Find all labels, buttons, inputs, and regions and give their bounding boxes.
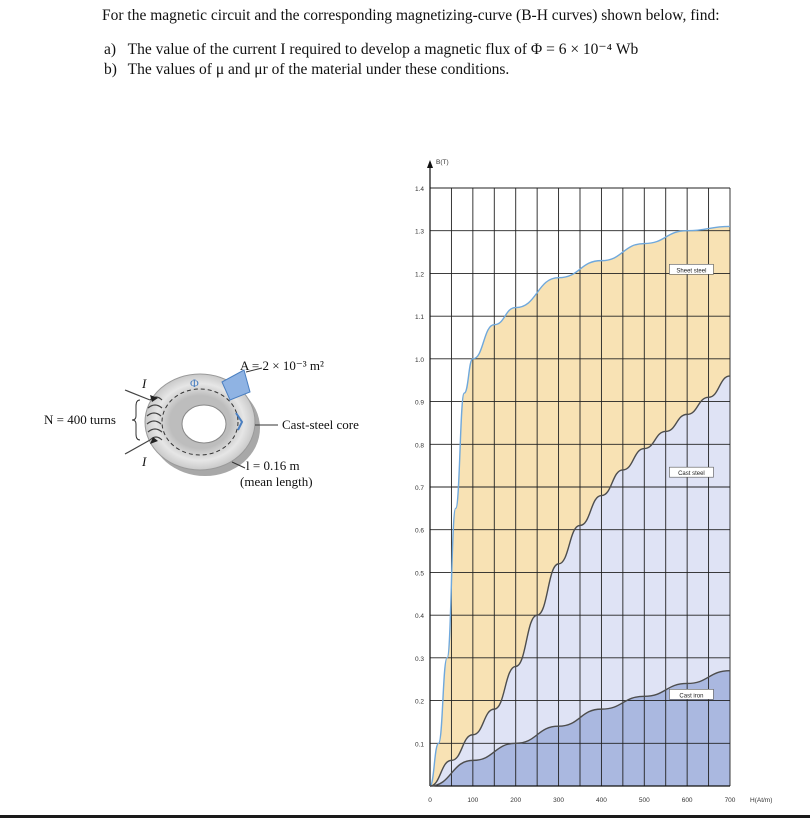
y-tick-label: 1.2 bbox=[414, 271, 424, 279]
y-axis-arrow-icon bbox=[427, 160, 433, 168]
y-tick-label: 0.5 bbox=[414, 570, 424, 578]
problem-part-a bbox=[104, 40, 782, 60]
y-axis-label: B(T) bbox=[436, 159, 449, 166]
area-label: A = 2 × 10⁻³ m² bbox=[240, 358, 324, 373]
y-tick-label: 0.1 bbox=[414, 741, 424, 749]
y-tick-label: 0.9 bbox=[414, 399, 424, 407]
core-ring-hole bbox=[182, 405, 226, 443]
current-label-bottom: I bbox=[142, 454, 147, 469]
problem-part-b bbox=[104, 60, 782, 80]
length-label: l = 0.16 m bbox=[246, 458, 300, 473]
length-note: (mean length) bbox=[240, 474, 313, 489]
problem-intro: For the magnetic circuit and the corresponding magnetizing-curve (B-H curves) shown below, find: bbox=[102, 7, 720, 24]
x-tick-label: 400 bbox=[595, 797, 607, 804]
x-tick-label: 700 bbox=[724, 797, 736, 804]
y-tick-label: 0.2 bbox=[414, 698, 424, 706]
x-tick-label: 200 bbox=[510, 797, 522, 804]
y-tick-label: 1.0 bbox=[414, 356, 424, 364]
bh-curve-svg bbox=[400, 140, 810, 818]
x-tick-label: 0 bbox=[428, 797, 432, 804]
core-label: Cast-steel core bbox=[282, 417, 359, 432]
y-tick-label: 1.4 bbox=[414, 186, 424, 193]
current-label-top: I bbox=[142, 376, 147, 391]
magnetic-circuit-figure bbox=[0, 340, 400, 510]
part-a-label: a) bbox=[104, 41, 117, 58]
problem-statement bbox=[102, 6, 782, 80]
x-tick-label: 100 bbox=[467, 797, 479, 804]
y-tick-label: 0.7 bbox=[414, 485, 424, 492]
series-label: Sheet steel bbox=[676, 268, 707, 275]
x-tick-label: 500 bbox=[638, 797, 650, 804]
turns-brace bbox=[132, 400, 140, 440]
series-label: Cast iron bbox=[679, 693, 704, 700]
y-tick-label: 1.1 bbox=[414, 314, 424, 322]
problem-parts bbox=[102, 40, 782, 80]
flux-symbol: Φ bbox=[190, 376, 199, 390]
x-axis-label: H(At/m) bbox=[750, 797, 773, 804]
y-tick-label: 0.4 bbox=[414, 613, 424, 621]
series-label: Cast steel bbox=[678, 471, 705, 478]
x-tick-label: 300 bbox=[553, 797, 565, 804]
part-b-text: The values of μ and μr of the material under these conditions. bbox=[127, 61, 510, 78]
bh-curve-chart bbox=[400, 140, 810, 818]
y-tick-label: 0.6 bbox=[414, 527, 424, 535]
y-tick-label: 1.3 bbox=[414, 228, 424, 236]
part-b-label: b) bbox=[104, 61, 117, 78]
y-tick-label: 0.8 bbox=[414, 442, 424, 450]
y-tick-label: 0.3 bbox=[414, 655, 424, 663]
turns-label: N = 400 turns bbox=[44, 412, 116, 427]
part-a-text: The value of the current I required to develop a magnetic flux of Φ = 6 × 10⁻⁴ Wb bbox=[127, 41, 639, 58]
x-tick-label: 600 bbox=[681, 797, 693, 804]
